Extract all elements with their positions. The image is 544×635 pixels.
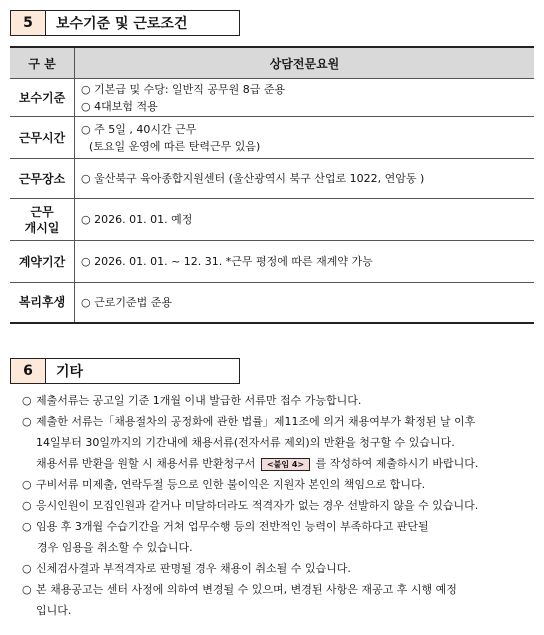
table-row: [10, 117, 534, 159]
table-header-position: 상담전문요원: [75, 47, 535, 79]
row-label-salary: 보수기준: [10, 79, 75, 117]
note-text: 채용서류 반환을 원할 시 채용서류 반환청구서: [36, 457, 256, 470]
row-line: ○ 근로기준법 준용: [81, 295, 172, 309]
table-header-row: [10, 47, 534, 79]
section-6-title: 기타: [46, 358, 240, 384]
notes-list: [22, 390, 534, 621]
table-row: [10, 199, 534, 241]
row-line: ○ 2026. 01. 01. 예정: [81, 213, 193, 226]
table-row: [10, 283, 534, 323]
row-content-start-date: [75, 199, 535, 241]
list-item: [22, 516, 534, 558]
note-line: 임용 후 3개월 수습기간을 거쳐 업무수행 등의 전반적인 능력이 부족하다고 판단될: [36, 520, 429, 533]
row-label-hours: 근무시간: [10, 117, 75, 159]
section-5-title: 보수기준 및 근로조건: [46, 10, 240, 36]
row-line: ○ 2026. 01. 01. ~ 12. 31. *근무 평정에 따른 재계약 가능: [81, 255, 373, 268]
row-content-salary: [75, 79, 535, 117]
row-content-contract: [75, 241, 535, 283]
section-6-header: [10, 358, 240, 384]
list-item: [22, 411, 534, 453]
list-item: [22, 579, 534, 621]
list-item: [22, 558, 534, 579]
note-line: 제출서류는 공고일 기준 1개월 이내 발급한 서류만 접수 가능합니다.: [36, 394, 362, 407]
table-row: [10, 159, 534, 199]
note-line: 본 채용공고는 센터 사정에 의하여 변경될 수 있으며, 변경된 사항은 재공고 후 시행 예정: [36, 583, 457, 596]
row-content-location: [75, 159, 535, 199]
list-item: [22, 390, 534, 411]
note-line: 응시인원이 모집인원과 같거나 미달하더라도 적격자가 없는 경우 선발하지 않을 수 있습니다.: [36, 499, 479, 512]
table-row: [10, 241, 534, 283]
list-item: [22, 495, 534, 516]
table-header-category: 구 분: [10, 47, 75, 79]
bullet-circle-icon: ○: [22, 520, 32, 533]
note-line: 경우 임용을 취소할 수 있습니다.: [37, 541, 193, 554]
row-content-welfare: [75, 283, 535, 323]
bullet-circle-icon: ○: [22, 394, 32, 407]
bullet-circle-icon: ○: [22, 583, 32, 596]
row-line: ○ 주 5일 , 40시간 근무: [81, 122, 197, 136]
working-conditions-table: [10, 46, 534, 324]
bullet-circle-icon: ○: [22, 562, 32, 575]
row-line: (토요일 운영에 따른 탄력근무 있음): [89, 139, 261, 153]
row-line: ○ 4대보험 적용: [81, 99, 158, 113]
note-line: 제출한 서류는「채용절차의 공정화에 관한 법률」제11조에 의거 채용여부가 확정된 날 이후: [36, 415, 476, 428]
list-item: [22, 453, 534, 474]
row-content-hours: [75, 117, 535, 159]
note-line: [36, 453, 534, 474]
note-line: 구비서류 미제출, 연락두절 등으로 인한 불이익은 지원자 본인의 책임으로 합니다.: [36, 478, 426, 491]
row-label-line: 개시일: [24, 220, 60, 235]
bullet-circle-icon: ○: [22, 478, 32, 491]
attachment-badge: <붙임 4>: [261, 458, 310, 471]
bullet-circle-icon: ○: [22, 499, 32, 512]
note-line: 14일부터 30일까지의 기간내에 채용서류(전자서류 제외)의 반환을 청구할 수 있습니다.: [36, 436, 455, 449]
row-label-welfare: 복리후생: [10, 283, 75, 323]
row-label-location: 근무장소: [10, 159, 75, 199]
row-label-start-date: [10, 199, 75, 241]
note-line: 입니다.: [36, 604, 72, 617]
section-5-number: 5: [10, 10, 46, 36]
row-label-line: 근무: [30, 204, 54, 219]
row-line: ○ 울산북구 육아종합지원센터 (울산광역시 북구 산업로 1022, 연암동 ): [81, 172, 425, 185]
bullet-circle-icon: ○: [22, 415, 32, 428]
section-5-header: [10, 10, 240, 36]
row-label-contract: 계약기간: [10, 241, 75, 283]
section-6-number: 6: [10, 358, 46, 384]
row-line: ○ 기본급 및 수당: 일반직 공무원 8급 준용: [81, 82, 286, 96]
note-line: 신체검사결과 부적격자로 판명될 경우 채용이 취소될 수 있습니다.: [36, 562, 351, 575]
list-item: [22, 474, 534, 495]
note-text: 를 작성하여 제출하시기 바랍니다.: [315, 457, 479, 470]
table-row: [10, 79, 534, 117]
